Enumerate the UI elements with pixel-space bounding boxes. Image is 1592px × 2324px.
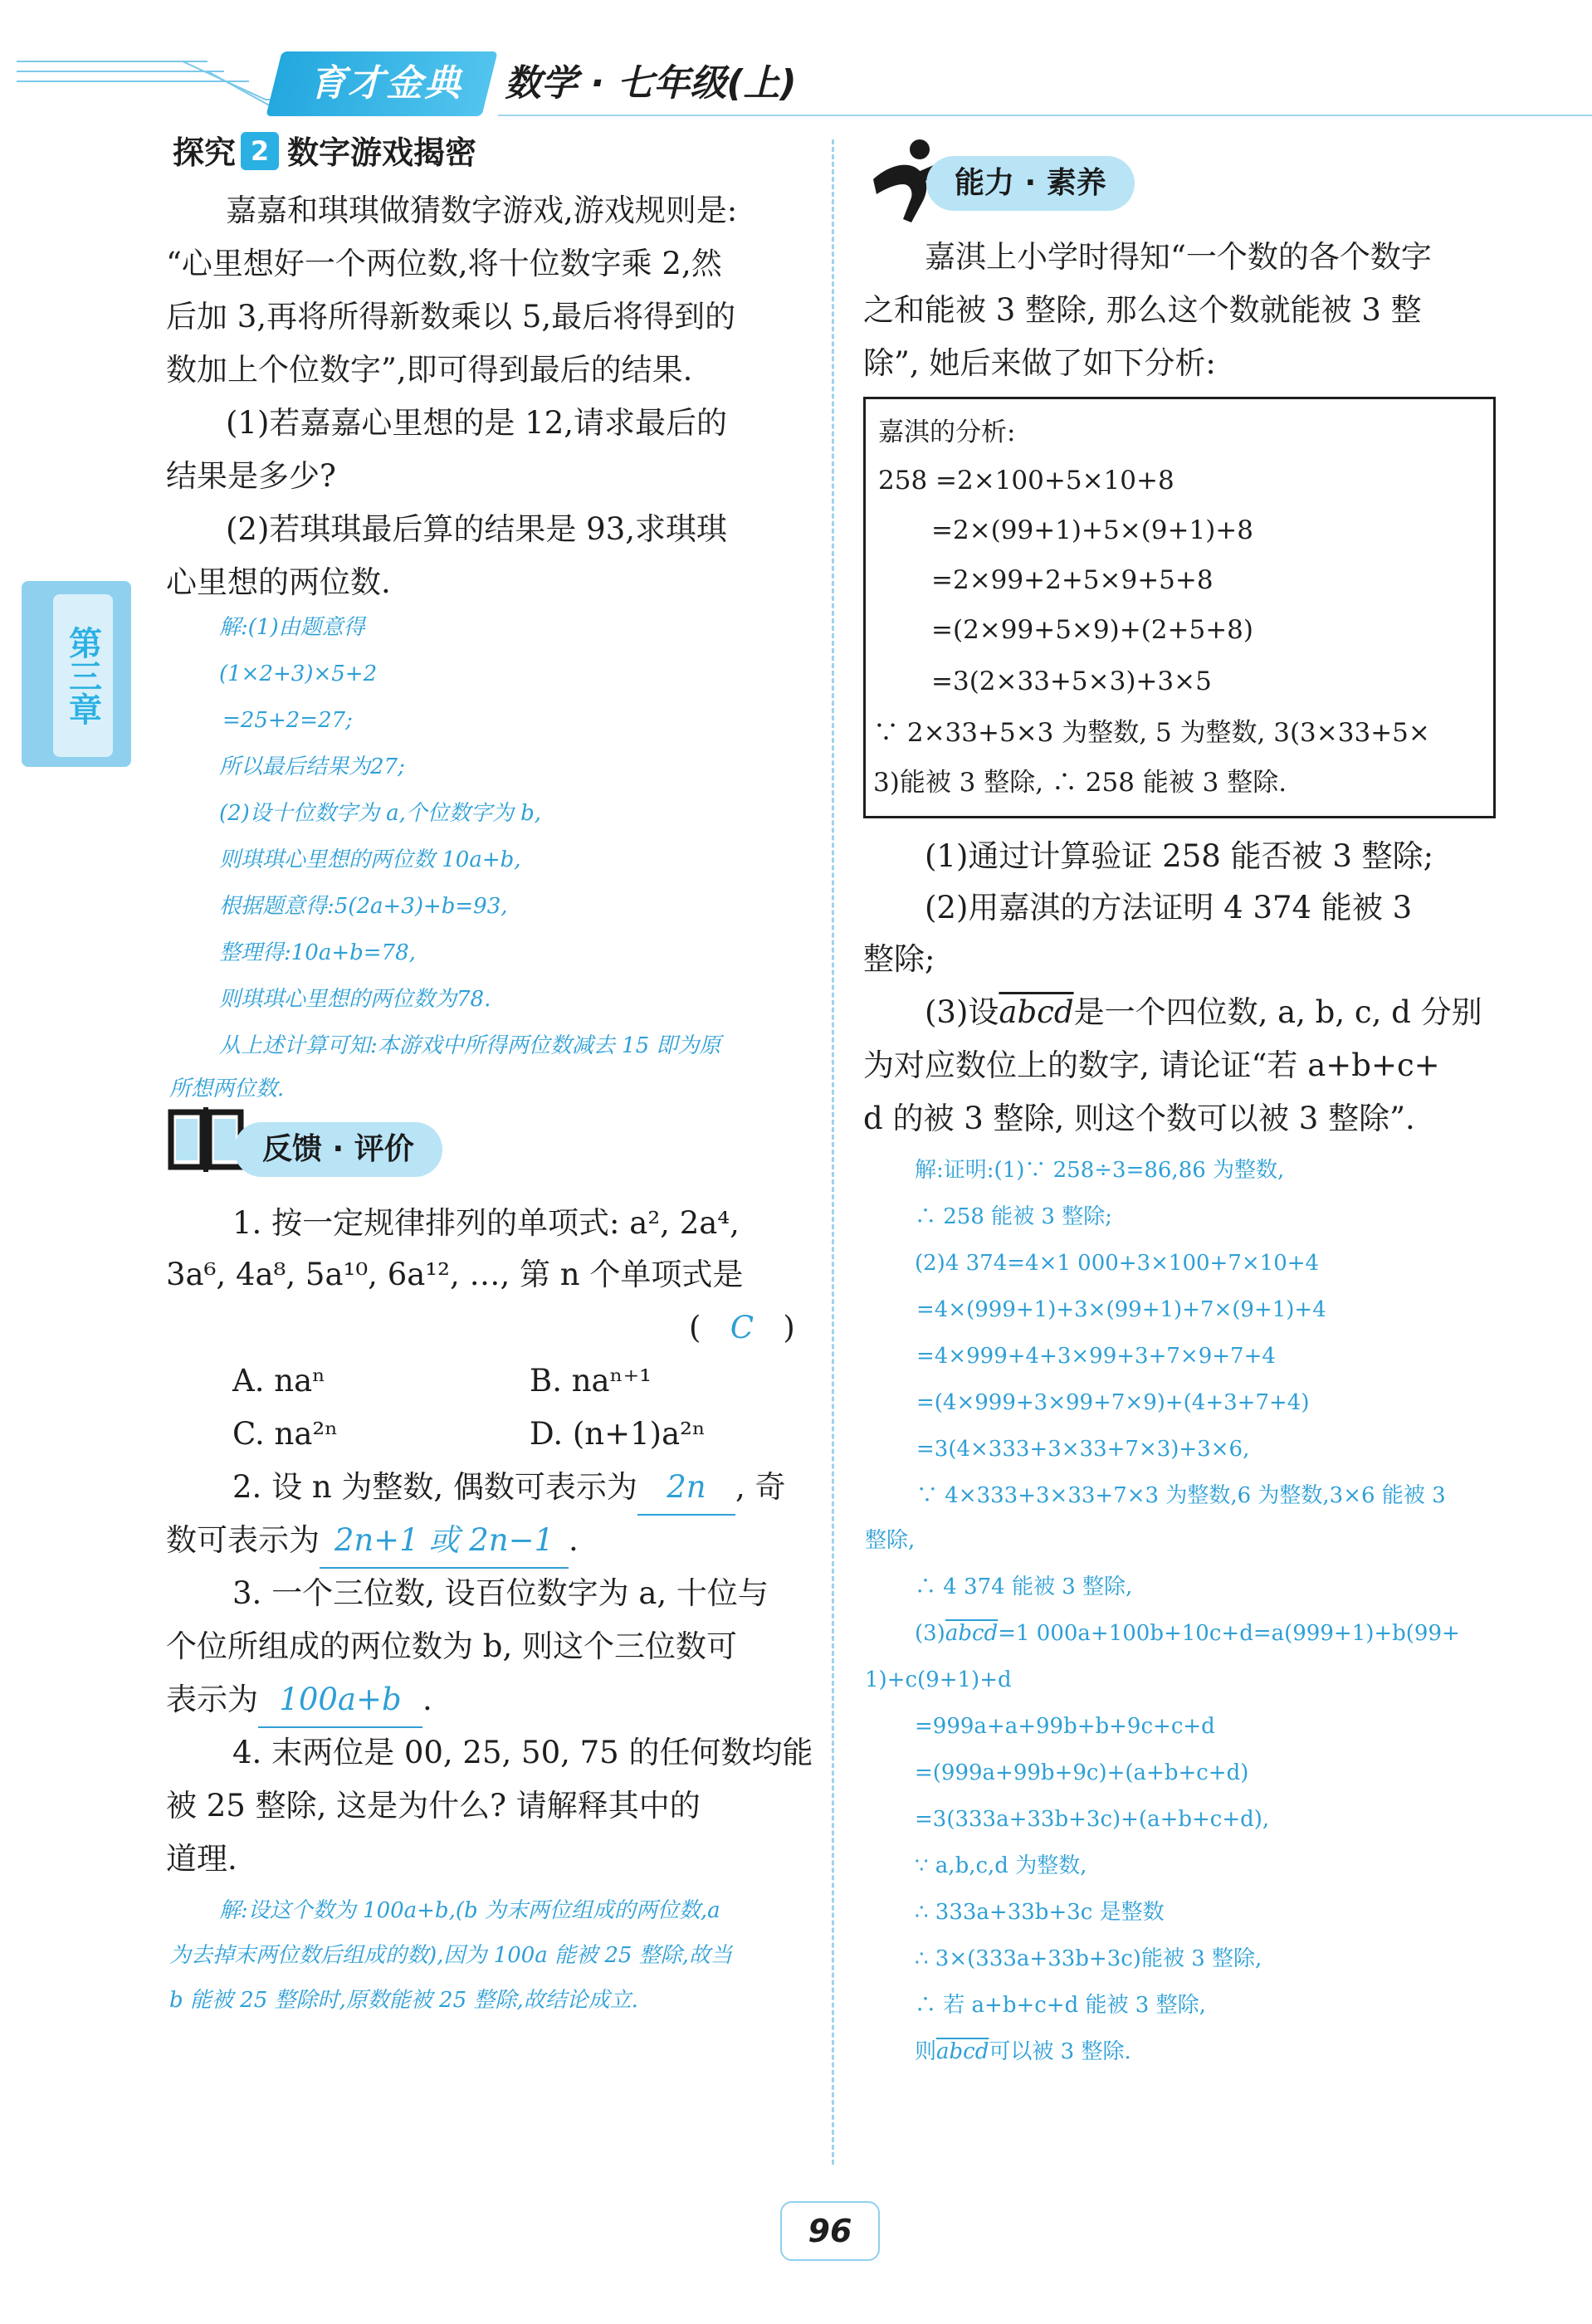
- solution-line: (1×2+3)×5+2: [219, 662, 378, 686]
- problem-line: 后加 3,再将所得新数乘以 5,最后将得到的: [166, 299, 736, 334]
- q2-text: 数可表示为: [166, 1522, 320, 1558]
- q4-solution-line: b 能被 25 整除时,原数能被 25 整除,故结论成立.: [169, 1988, 638, 2013]
- q1-answer-bracket: ( C ): [689, 1310, 795, 1345]
- proof-line: =(4×999+3×99+7×9)+(4+3+7+4): [916, 1390, 1310, 1415]
- q1-line: 3a⁶, 4a⁸, 5a¹⁰, 6a¹², …, 第 n 个单项式是: [166, 1257, 744, 1292]
- q1-answer: C: [730, 1310, 754, 1345]
- proof-line: =3(4×333+3×33+7×3)+3×6,: [916, 1437, 1250, 1462]
- q1-option: A. naⁿ: [232, 1363, 326, 1399]
- q4-line: 4. 末两位是 00, 25, 50, 75 的任何数均能: [232, 1735, 813, 1770]
- header-decor-lines: [0, 50, 315, 108]
- intro-line: 除”, 她后来做了如下分析:: [863, 345, 1216, 381]
- analysis-line: =2×99+2+5×9+5+8: [931, 565, 1214, 595]
- q4-line: 被 25 整除, 这是为什么? 请解释其中的: [166, 1788, 701, 1824]
- task-line: d 的被 3 整除, 则这个数可以被 3 整除”.: [863, 1101, 1415, 1136]
- solution-line: 所以最后结果为27;: [219, 754, 405, 779]
- proof-line: [915, 2029, 1131, 2075]
- problem-line: 嘉嘉和琪琪做猜数字游戏,游戏规则是:: [226, 193, 738, 228]
- solution-line: =25+2=27;: [222, 708, 353, 733]
- q3-text: 表示为: [166, 1682, 258, 1717]
- q1-option: C. na²ⁿ: [232, 1416, 339, 1452]
- q2-text: , 奇: [735, 1469, 786, 1505]
- q1-option: B. naⁿ⁺¹: [530, 1363, 652, 1399]
- solution-line: 则琪琪心里想的两位数 10a+b,: [219, 847, 521, 872]
- q3-text: .: [422, 1682, 432, 1717]
- book-icon: [166, 1101, 246, 1177]
- proof-text: (3): [915, 1621, 945, 1646]
- proof-line: =3(333a+33b+3c)+(a+b+c+d),: [915, 1807, 1270, 1832]
- q3-line: 3. 一个三位数, 设百位数字为 a, 十位与: [232, 1575, 769, 1611]
- q2-line: [166, 1514, 579, 1569]
- proof-line: (2)4 374=4×1 000+3×100+7×10+4: [915, 1251, 1320, 1276]
- ability-banner: 能力 · 素养: [926, 156, 1135, 211]
- proof-line: =4×(999+1)+3×(99+1)+7×(9+1)+4: [916, 1297, 1326, 1322]
- problem-line: (1)若嘉嘉心里想的是 12,请求最后的: [226, 405, 728, 441]
- section-number: 2: [241, 132, 279, 170]
- problem-line: 心里想的两位数.: [166, 564, 391, 600]
- analysis-line: =3(2×33+5×3)+3×5: [931, 666, 1212, 696]
- q1-line: 1. 按一定规律排列的单项式: a², 2a⁴,: [232, 1205, 740, 1241]
- task-line: [925, 986, 1482, 1039]
- solution-line: 根据题意得:5(2a+3)+b=93,: [219, 894, 508, 919]
- problem-line: 结果是多少?: [166, 458, 336, 494]
- solution-line: 整理得:10a+b=78,: [219, 940, 416, 965]
- q3-line: [166, 1673, 432, 1728]
- proof-text: 可以被 3 整除.: [989, 2039, 1131, 2064]
- proof-line: =999a+a+99b+b+9c+c+d: [915, 1714, 1215, 1739]
- solution-line: 从上述计算可知:本游戏中所得两位数减去 15 即为原: [219, 1033, 721, 1058]
- proof-line: =(999a+99b+9c)+(a+b+c+d): [915, 1760, 1249, 1785]
- proof-line: ∵ a,b,c,d 为整数,: [915, 1853, 1087, 1878]
- q2-text: .: [569, 1522, 579, 1558]
- task-line: 整除;: [863, 941, 935, 977]
- analysis-line: =(2×99+5×9)+(2+5+8): [931, 615, 1253, 645]
- q4-solution-line: 为去掉末两位数后组成的数),因为 100a 能被 25 整除,故当: [169, 1943, 732, 1968]
- proof-line: ∴ 3×(333a+33b+3c)能被 3 整除,: [915, 1946, 1262, 1971]
- task-line: (2)用嘉淇的方法证明 4 374 能被 3: [925, 890, 1413, 925]
- task-line: 为对应数位上的数字, 请论证“若 a+b+c+: [863, 1047, 1440, 1083]
- header-brand: 育才金典: [310, 62, 462, 105]
- problem-line: (2)若琪琪最后算的结果是 93,求琪琪: [226, 511, 728, 547]
- solution-line: 解:(1)由题意得: [219, 615, 365, 640]
- task-text: 是一个四位数, a, b, c, d 分别: [1073, 994, 1482, 1030]
- proof-line: ∴ 333a+33b+3c 是整数: [915, 1900, 1165, 1925]
- analysis-line: 3)能被 3 整除, ∴ 258 能被 3 整除.: [873, 768, 1287, 798]
- header-subject: 数学 · 七年级(上): [505, 62, 797, 105]
- q2-blank-even: 2n: [637, 1461, 735, 1516]
- proof-line: ∴ 若 a+b+c+d 能被 3 整除,: [915, 1993, 1206, 2018]
- proof-line: ∴ 4 374 能被 3 整除,: [915, 1575, 1133, 1599]
- task-text: (3)设: [925, 994, 999, 1030]
- proof-text: 则: [915, 2039, 937, 2064]
- column-divider: [832, 139, 834, 2165]
- q4-line: 道理.: [166, 1841, 237, 1877]
- solution-line: 则琪琪心里想的两位数为78.: [219, 987, 491, 1012]
- proof-text: =1 000a+100b+10c+d=a(999+1)+b(99+: [998, 1621, 1460, 1646]
- page-number: 96: [780, 2201, 880, 2261]
- problem-line: 数加上个位数字”,即可得到最后的结果.: [166, 352, 693, 388]
- proof-overline-number: abcd: [936, 2039, 989, 2064]
- q3-blank: 100a+b: [258, 1673, 422, 1728]
- feedback-banner: 反馈 · 评价: [234, 1122, 442, 1177]
- proof-line: 整除,: [865, 1528, 916, 1553]
- proof-overline-number: abcd: [945, 1621, 999, 1646]
- task-overline-number: abcd: [999, 994, 1074, 1030]
- intro-line: 嘉淇上小学时得知“一个数的各个数字: [925, 239, 1432, 275]
- q2-line: [232, 1461, 785, 1516]
- q2-blank-odd: 2n+1 或 2n−1: [320, 1514, 569, 1569]
- task-line: (1)通过计算验证 258 能否被 3 整除;: [925, 838, 1434, 874]
- proof-line: ∵ 4×333+3×33+7×3 为整数,6 为整数,3×6 能被 3: [916, 1483, 1446, 1508]
- q2-text: 2. 设 n 为整数, 偶数可表示为: [232, 1469, 637, 1505]
- proof-line: ∴ 258 能被 3 整除;: [915, 1204, 1112, 1229]
- analysis-line: 嘉淇的分析:: [878, 417, 1016, 447]
- proof-line: 解:证明:(1)∵ 258÷3=86,86 为整数,: [915, 1158, 1285, 1183]
- solution-line: 所想两位数.: [169, 1077, 285, 1101]
- section-heading: [173, 126, 476, 179]
- proof-line: [915, 1610, 1460, 1657]
- q3-line: 个位所组成的两位数为 b, 则这个三位数可: [166, 1628, 737, 1664]
- intro-line: 之和能被 3 整除, 那么这个数就能被 3 整: [863, 292, 1422, 328]
- q1-option: D. (n+1)a²ⁿ: [530, 1416, 706, 1452]
- section-title: 数字游戏揭密: [287, 134, 477, 171]
- analysis-line: =2×(99+1)+5×(9+1)+8: [931, 515, 1253, 545]
- q4-solution-line: 解:设这个数为 100a+b,(b 为末两位组成的两位数,a: [219, 1898, 720, 1923]
- problem-line: “心里想好一个两位数,将十位数字乘 2,然: [166, 246, 722, 281]
- solution-line: (2)设十位数字为 a,个位数字为 b,: [219, 801, 542, 826]
- chapter-side-label: 第三章: [53, 594, 113, 757]
- analysis-line: 258 =2×100+5×10+8: [878, 466, 1174, 496]
- section-tag: 探究: [173, 134, 237, 171]
- proof-line: =4×999+4+3×99+3+7×9+7+4: [916, 1344, 1276, 1369]
- proof-line: 1)+c(9+1)+d: [865, 1667, 1012, 1692]
- analysis-line: ∵ 2×33+5×3 为整数, 5 为整数, 3(3×33+5×: [873, 718, 1430, 748]
- header-rule: [498, 115, 1592, 116]
